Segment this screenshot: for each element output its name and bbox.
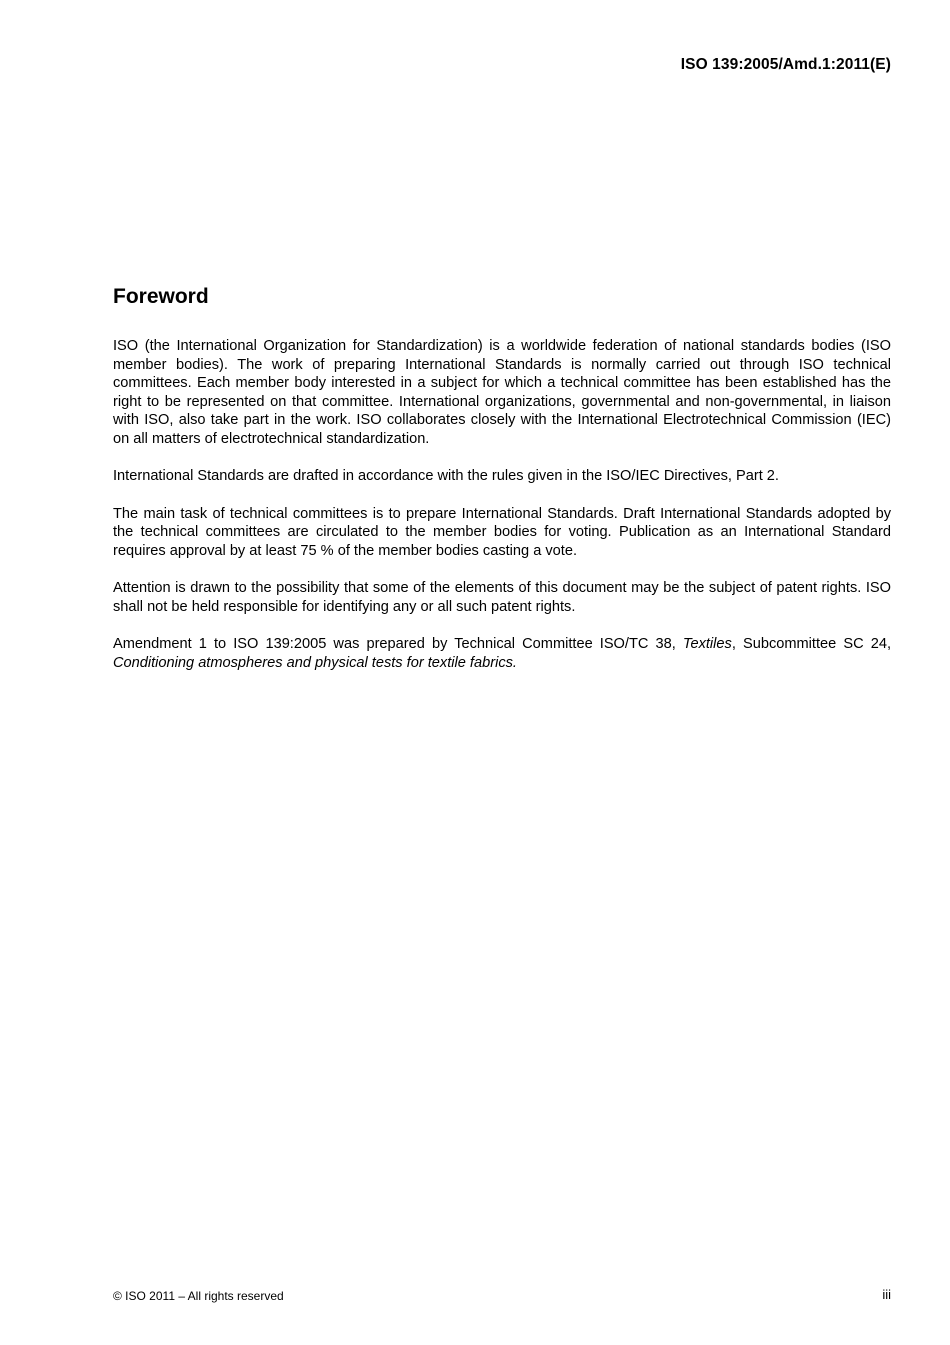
document-id-header: ISO 139:2005/Amd.1:2011(E) bbox=[680, 56, 891, 73]
paragraph-iso-intro: ISO (the International Organization for Standardization) is a worldwide federation of national standards bodies (ISO member bodies). The work of preparing International Standards is normally carried out through ISO technical committees. Each member body interested in a subject for which a technical committee has been established has the right to be represented on that committee. International organizations, governmental and non-governmental, in liaison with ISO, also take part in the work. ISO collaborates closely with the International Electrotechnical Commission (IEC) on all matters of electrotechnical standardization. bbox=[113, 338, 891, 447]
committee-name: Textiles bbox=[682, 636, 732, 652]
paragraph-amendment bbox=[113, 635, 891, 672]
paragraph-directives: International Standards are drafted in accordance with the rules given in the ISO/IEC Directives, Part 2. bbox=[113, 468, 779, 484]
paragraph-patent-rights: Attention is drawn to the possibility that some of the elements of this document may be the subject of patent rights. ISO shall not be held responsible for identifying any or all such patent rights. bbox=[113, 580, 891, 615]
footer-page-number: iii bbox=[882, 1287, 891, 1302]
amendment-text-1: Amendment 1 to ISO 139:2005 was prepared by Technical Committee ISO/TC 38, bbox=[113, 636, 683, 652]
amendment-text-2: , Subcommittee SC 24, bbox=[731, 636, 892, 652]
paragraph-technical-committees: The main task of technical committees is to prepare International Standards. Draft International Standards adopted by the technical committees are circulated to the member bodies for voting. Publication as an International Standard requires approval by at least 75 % of the member bodies casting a vote. bbox=[113, 505, 891, 559]
foreword-heading: Foreword bbox=[113, 285, 209, 308]
subcommittee-name: Conditioning atmospheres and physical tests for textile fabrics. bbox=[113, 654, 517, 671]
foreword-body bbox=[113, 337, 891, 672]
footer-copyright: © ISO 2011 – All rights reserved bbox=[113, 1289, 284, 1303]
